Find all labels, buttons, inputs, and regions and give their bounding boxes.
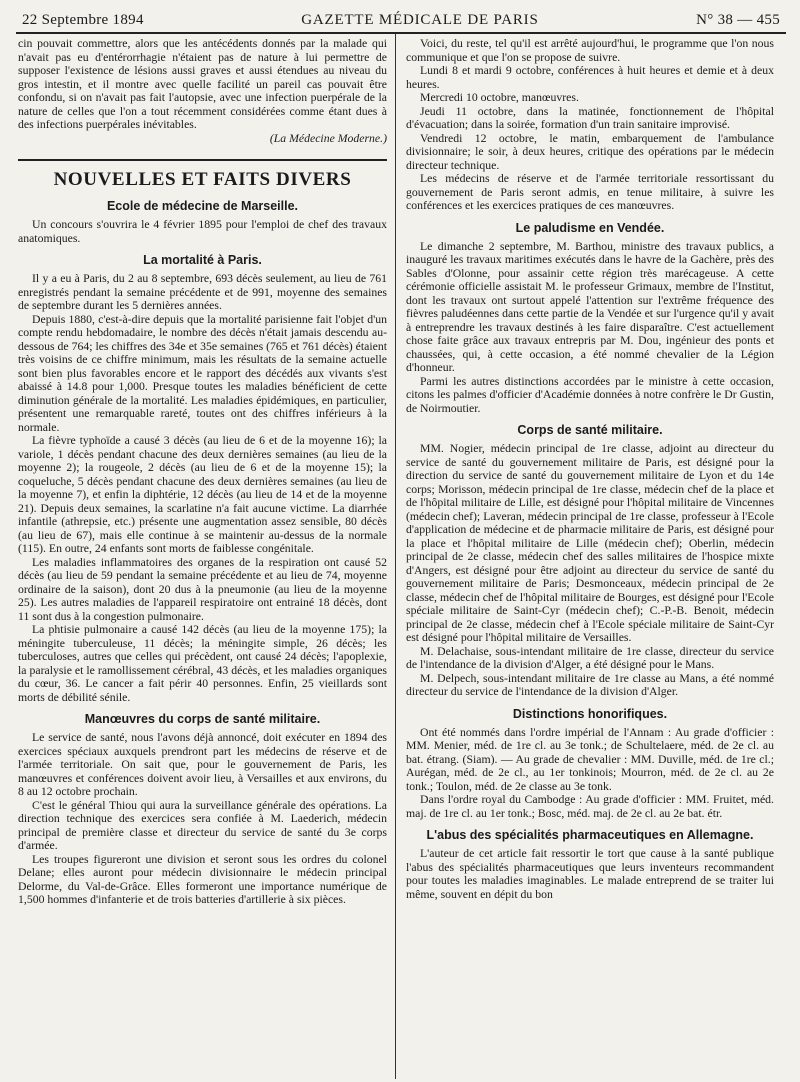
paragraph-ecole: Un concours s'ouvrira le 4 février 1895 pour l'emploi de chef des travaux anatomiques. — [18, 218, 387, 245]
paragraph-mortalite: La phtisie pulmonaire a causé 142 décès (au lieu de la moyenne 175); la méningite tuberculeuse, 11 décès; la méningite simple, 26 décès; les tuberculoses, autres que celles qui précèdent, ont causé 24 décès; l'apoplexie, la paralysie et le ramollissement cérébral, 43 décès, et les maladies organiques du cœur, 36. Le cancer a fait périr 40 personnes. Enfin, 25 vieillards sont morts de débilité sénile. — [18, 623, 387, 704]
paragraph-programme: Lundi 8 et mardi 9 octobre, conférences à huit heures et demie et à deux heures. — [406, 64, 774, 91]
paragraph-paludisme: Le dimanche 2 septembre, M. Barthou, ministre des travaux publics, a inauguré les travaux maritimes exécutés dans le havre de la Gachère, près des Sables d'Olonne, pour assainir cette région très marécageuse. A cette cérémonie officielle assistait M. le professeur Grimaux, membre de l'Institut, dont les travaux ont surtout appelé l'attention sur l'extrême fréquence des fièvres paludéennes dans cette partie de la Vendée et sur l'urgence qu'il y avait à entreprendre les travaux destinés à les faire disparaître. C'est actuellement chose faite grâce aux travaux entrepris par M. Dou, ingénieur des ponts et chaussées, qui, à cette occasion, a été nommé chevalier de la Légion d'honneur. — [406, 239, 774, 374]
paragraph-programme: Mercredi 10 octobre, manœuvres. — [420, 91, 579, 104]
header-journal-title: GAZETTE MÉDICALE DE PARIS — [301, 12, 539, 28]
paragraph-paludisme: Parmi les autres distinctions accordées par le ministre à cette occasion, citons les palmes d'officier d'Académie données à notre confrère le Dr Gustin, de Noirmoutier. — [406, 374, 774, 415]
paragraph-mortalite: Depuis 1880, c'est-à-dire depuis que la mortalité parisienne fait l'objet d'un compte rendu hebdomadaire, le nombre des décès n'était jamais descendu au-dessous de 764; les chiffres des 34e et 35e semaines (765 et 761 décès) étaient très voisins de ce chiffre minimum, mais les résultats de la semaine actuelle sont bien plus favorables encore et le rapport des décédés aux vivants s'est abaissé à 14.8 pour 1,000. Presque toutes les maladies bénéficient de cette diminution générale de la mortalité. Les maladies épidémiques, en particulier, présentent une remarquable rareté, toutes ont des chiffres inférieurs à la normale. — [18, 312, 387, 434]
paragraph-manoeuvres: Le service de santé, nous l'avons déjà annoncé, doit exécuter en 1894 des exercices spéciaux auxquels prendront part les médecins de réserve et de l'armée territoriale. On sait que, pour le gouvernement de Paris, les manœuvres et conférences doivent avoir lieu, à Versailles et aux environs, du 8 au 12 octobre prochain. — [18, 731, 387, 798]
page-header — [16, 8, 786, 34]
paragraph-manoeuvres: Les troupes figureront une division et seront sous les ordres du colonel Delane; elles auront pour médecin divisionnaire le médecin principal Delorme, du Val-de-Grâce. Elles formeront une importance numérique de 1,500 hommes d'infanterie et de trois batteries d'artillerie à six pièces. — [18, 852, 387, 906]
paragraph-abus: L'auteur de cet article fait ressortir le tort que cause à la santé publique l'abus des spécialités pharmaceutiques que leurs inventeurs recommandent pour toutes les maladies imaginables. Le malade entreprend de se traiter lui même, souvent en dépit du bon — [406, 847, 774, 901]
heading-paludisme: Le paludisme en Vendée. — [515, 220, 665, 235]
heading-ecole-marseille: Ecole de médecine de Marseille. — [106, 199, 299, 213]
left-column — [16, 34, 396, 1079]
paragraph-manoeuvres: C'est le général Thiou qui aura la surveillance générale des opérations. La direction technique des exercices sera confiée à M. Laederich, médecin principal de première classe et directeur du service de santé du 3e corps d'armée. — [18, 798, 387, 852]
paragraph-programme: Jeudi 11 octobre, dans la matinée, fonctionnement de l'hôpital d'évacuation; dans la soirée, formation d'un train sanitaire improvisé. — [406, 104, 774, 131]
paragraph-programme: Voici, du reste, tel qu'il est arrêté aujourd'hui, le programme que l'on nous communique et que l'on se propose de suivre. — [406, 37, 774, 64]
paragraph-corps-sante: M. Delpech, sous-intendant militaire de 1re classe au Mans, a été nommé directeur du service de l'intendance de la division d'Alger. — [406, 671, 774, 698]
header-page-number: N° 38 — 455 — [696, 12, 780, 28]
paragraph-distinctions: Dans l'ordre royal du Cambodge : Au grade d'officier : MM. Fruitet, méd. maj. de 1re cl. au 1er tonk.; Bosc, méd. maj. de 2e cl. au 2e bat. étr. — [406, 793, 774, 820]
paragraph-corps-sante: M. Delachaise, sous-intendant militaire de 1re classe, directeur du service de l'intendance de la division d'Alger, a été désigné pour le Mans. — [406, 644, 774, 671]
header-date: 22 Septembre 1894 — [22, 12, 144, 28]
paragraph-corps-sante: MM. Nogier, médecin principal de 1re classe, adjoint au directeur du service de santé du gouvernement militaire de Paris, est désigné pour la direction du service de santé du gouvernement militaire de Lyon et du 14e corps; Morisson, médecin principal de 1re classe, médecin chef de la place et de l'hôpital militaire de Lille, est désigné pour l'hôpital militaire de Vincennes (médecin chef); Laveran, médecin principal de 1re classe, professeur à l'Ecole d'application de médecine et de pharmacie militaire de Paris, est désigné pour la place et l'hôpital militaire de Lille (médecin chef); Oberlin, médecin principal de 2e classe, médecin chef des salles militaires de l'hospice mixte d'Angers, est désigné pour être adjoint au directeur du service de santé du gouvernement militaire de Paris; Desmonceaux, médecin principal de 2e classe, médecin chef de l'hôpital militaire de Bourges, est désigné pour l'Ecole spéciale militaire de Saint-Cyr (médecin chef); C.-P.-B. Benoit, médecin principal de 2e classe, médecin chef à l'Ecole spéciale militaire de Saint-Cyr est désigné pour l'hôpital militaire de Versailles. — [406, 442, 774, 644]
paragraph-programme: Les médecins de réserve et de l'armée territoriale ressortissant du gouvernement de Paris seront admis, en tenue militaire, à suivre les conférences et les exercices pratiques de ces manœuvres. — [406, 172, 774, 212]
source-citation: (La Médecine Moderne.) — [269, 131, 387, 145]
heading-abus-specialites: L'abus des spécialités pharmaceutiques en Allemagne. — [426, 828, 754, 842]
section-title-nouvelles: NOUVELLES ET FAITS DIVERS — [18, 159, 387, 191]
right-column — [396, 34, 776, 1079]
paragraph-mortalite: Les maladies inflammatoires des organes de la respiration ont causé 52 décès (au lieu de 59 pendant la semaine précédente et au lieu de 74, moyenne ordinaire de la saison), dont 20 dus à la pneumonie (au lieu de la moyenne 25). Les autres maladies de l'appareil respiratoire ont entrainé 18 décès, dont 11 sont dus à la congestion pulmonaire. — [18, 555, 387, 623]
paragraph-distinctions: Ont été nommés dans l'ordre impérial de l'Annam : Au grade d'officier : MM. Menier, méd. de 1re cl. au 3e tonk.; de Schultelaere, méd. de 2e cl. au bat. étrang. (Siam). — Au grade de chevalier : MM. Duville, méd. de 1re cl.; Aurégan, méd. de 2e cl., au 1er tonkinois; Mourron, méd. de 2e cl. au 2e tonk.; Toulon, méd. de 2e classe au 3e tonk. — [406, 725, 774, 793]
paragraph-mortalite: La fièvre typhoïde a causé 3 décès (au lieu de 6 et de la moyenne 16); la variole, 1 décès pendant chacune des deux dernières semaines (au lieu de la moyenne 2); la rougeole, 2 décès (au lieu de 6 et de la moyenne 15); la coqueluche, 5 décès pendant chacune des deux dernières semaines (au lieu de la moyenne 7), et enfin la diphtérie, 12 décès (au lieu de 14 et de la moyenne 21). Depuis deux semaines, la scarlatine n'a fait aucune victime. La diarrhée infantile (athrepsie, etc.) présente une augmentation assez sensible, 80 décès (au lieu de 67), mais elle continue à se maintenir au-dessus de la normale (115). En outre, 24 enfants sont morts de faiblesse congénitale. — [18, 434, 387, 555]
continuation-paragraph: cin pouvait commettre, alors que les antécédents donnés par la malade qui n'avait pas eu d'entérorrhagie n'étaient pas de nature à lui permettre de supposer l'existence de lésions aussi graves et aussi étendues au niveau du gros intestin, et il montre avec quelle facilité un pareil cas pouvait être confondu, si on n'avait pas fait l'autopsie, avec une infection puerpérale de la nature de celles que l'on a tout récemment considérées comme étant dues à des infections puerpérales inévitables. — [18, 37, 387, 131]
paragraph-programme: Vendredi 12 octobre, le matin, embarquement de l'ambulance divisionnaire; le soir, à deux heures, critique des opérations par le médecin directeur technique. — [406, 131, 774, 172]
heading-manoeuvres: Manœuvres du corps de santé militaire. — [84, 712, 321, 726]
heading-distinctions: Distinctions honorifiques. — [512, 706, 668, 721]
page-columns — [16, 34, 786, 1079]
paragraph-mortalite: Il y a eu à Paris, du 2 au 8 septembre, 693 décès seulement, au lieu de 761 enregistrés pendant la semaine précédente et de 991, moyenne des semaines de septembre durant les 5 dernières années. — [18, 272, 387, 312]
heading-mortalite-paris: La mortalité à Paris. — [143, 253, 262, 267]
heading-corps-sante: Corps de santé militaire. — [517, 423, 663, 437]
